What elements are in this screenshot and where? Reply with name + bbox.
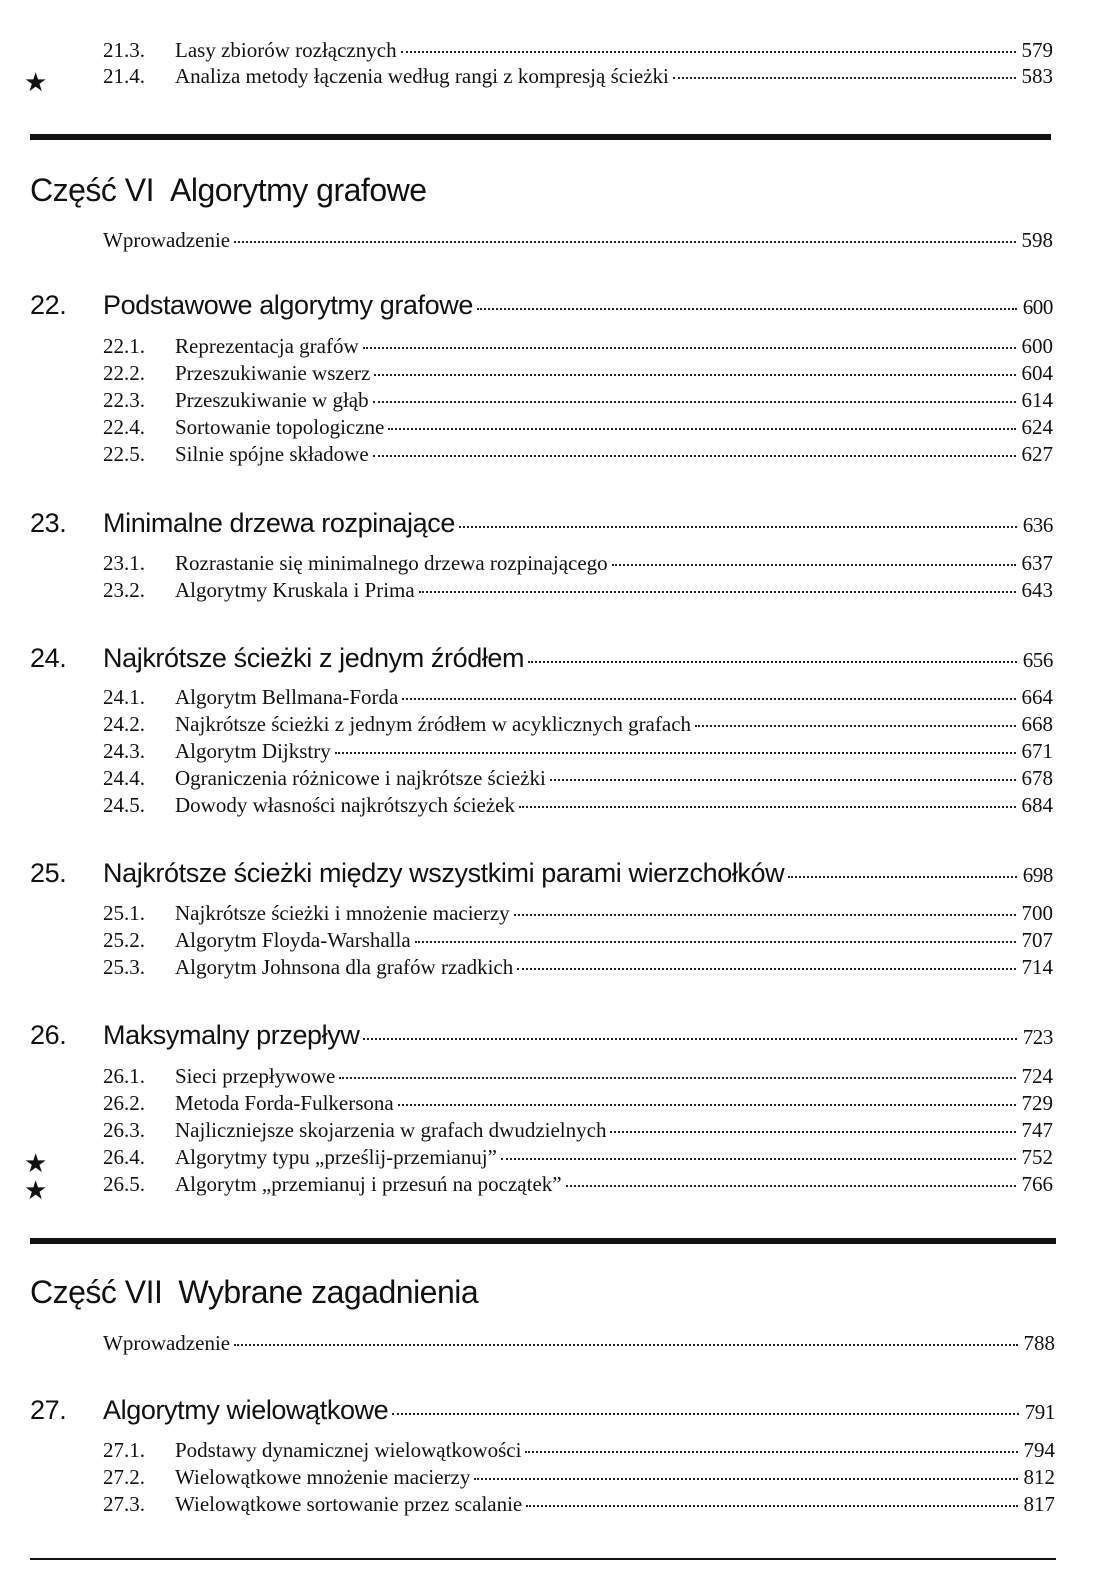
dot-leader (373, 401, 1016, 403)
toc-section-row (103, 1465, 1055, 1492)
page-number: 600 (1021, 334, 1053, 358)
dot-leader (419, 591, 1016, 593)
dot-leader (501, 1158, 1016, 1160)
part-label: Część VII (30, 1274, 163, 1310)
section-title: Dowody własności najkrótszych ścieżek (175, 793, 515, 817)
toc-section-row (103, 766, 1053, 793)
dot-leader (550, 779, 1016, 781)
page-number: 668 (1021, 712, 1053, 736)
page-number: 656 (1022, 648, 1053, 672)
section-number: 25.1. (103, 901, 145, 925)
section-number: 21.3. (103, 38, 145, 62)
part-label: Część VI (30, 172, 155, 208)
part-name: Algorytmy grafowe (170, 172, 427, 208)
section-number: 24.2. (103, 712, 145, 736)
section-number: 23.2. (103, 578, 145, 602)
page-number: 714 (1021, 955, 1053, 979)
toc-section-row (103, 551, 1053, 578)
part-divider (30, 1238, 1056, 1244)
dot-leader (415, 941, 1016, 943)
section-number: 27.2. (103, 1465, 145, 1489)
section-number: 27.1. (103, 1438, 145, 1462)
toc-section-row (103, 1438, 1055, 1465)
toc-chapter-row (30, 858, 1053, 892)
section-number: 24.4. (103, 766, 145, 790)
chapter-title: Algorytmy wielowątkowe (103, 1395, 389, 1425)
section-number: 24.5. (103, 793, 145, 817)
section-number: 25.3. (103, 955, 145, 979)
section-title: Algorytm Bellmana-Forda (175, 685, 399, 709)
section-title: Algorytm Dijkstry (175, 739, 331, 763)
bottom-divider (30, 1558, 1056, 1560)
toc-section-row (103, 388, 1053, 415)
dot-leader (474, 1478, 1017, 1480)
section-title: Sieci przepływowe (175, 1064, 336, 1088)
page-number: 729 (1021, 1091, 1053, 1115)
chapter-number: 22. (30, 290, 67, 320)
section-number: 24.3. (103, 739, 145, 763)
section-number: 23.1. (103, 551, 145, 575)
dot-leader (514, 914, 1016, 916)
section-title: Podstawy dynamicznej wielowątkowości (175, 1438, 522, 1462)
section-title: Przeszukiwanie w głąb (175, 388, 369, 412)
section-title: Metoda Forda-Fulkersona (175, 1091, 394, 1115)
chapter-title: Podstawowe algorytmy grafowe (103, 290, 473, 320)
section-number: 22.1. (103, 334, 145, 358)
section-number: 22.2. (103, 361, 145, 385)
part-title (30, 1274, 478, 1311)
chapter-number: 23. (30, 508, 67, 538)
dot-leader (363, 347, 1016, 349)
dot-leader (388, 428, 1015, 430)
section-title: Algorytm Johnsona dla grafów rzadkich (175, 955, 514, 979)
section-title: Najliczniejsze skojarzenia w grafach dwudzielnych (175, 1118, 607, 1142)
dot-leader (373, 455, 1016, 457)
section-title: Lasy zbiorów rozłącznych (175, 38, 397, 62)
section-title: Analiza metody łączenia według rangi z kompresją ścieżki (175, 64, 669, 88)
dot-leader (526, 1505, 1017, 1507)
page-number: 791 (1024, 1400, 1055, 1424)
page-number: 614 (1021, 388, 1053, 412)
page-number: 627 (1021, 442, 1053, 466)
page-number: 604 (1021, 361, 1053, 385)
section-title: Algorytm „przemianuj i przesuń na początek” (175, 1172, 562, 1196)
section-title: Wielowątkowe mnożenie macierzy (175, 1465, 471, 1489)
toc-section-row (103, 361, 1053, 388)
section-title: Wielowątkowe sortowanie przez scalanie (175, 1492, 523, 1516)
dot-leader (335, 752, 1016, 754)
toc-section-row (103, 712, 1053, 739)
toc-section-row (103, 739, 1053, 766)
page-number: 671 (1021, 739, 1053, 763)
toc-section-row (103, 1118, 1053, 1145)
section-number: 26.5. (103, 1172, 145, 1196)
dot-leader (610, 1131, 1015, 1133)
page-number: 700 (1021, 901, 1053, 925)
part-name: Wybrane zagadnienia (178, 1274, 479, 1310)
dot-leader (339, 1077, 1015, 1079)
toc-section-row (103, 578, 1053, 605)
toc-section-row (103, 1145, 1053, 1172)
section-number: 25.2. (103, 928, 145, 952)
dot-leader (528, 661, 1017, 663)
toc-section-row (103, 1091, 1053, 1118)
toc-section-row (103, 38, 1053, 65)
section-number: 26.1. (103, 1064, 145, 1088)
page-number: 684 (1021, 793, 1053, 817)
page-number: 766 (1021, 1172, 1053, 1196)
dot-leader (234, 241, 1015, 243)
toc-section-row (103, 685, 1053, 712)
toc-section-row (103, 1492, 1055, 1519)
dot-leader (673, 77, 1016, 79)
section-number: 26.3. (103, 1118, 145, 1142)
page-number: 678 (1021, 766, 1053, 790)
page-number: 583 (1021, 64, 1053, 88)
dot-leader (392, 1413, 1018, 1415)
toc-section-row (103, 1172, 1053, 1199)
dot-leader (398, 1104, 1016, 1106)
chapter-number: 26. (30, 1020, 67, 1050)
part-divider (30, 134, 1051, 140)
star-icon: ★ (24, 68, 48, 97)
section-title: Sortowanie topologiczne (175, 415, 385, 439)
page-number: 598 (1021, 228, 1053, 252)
toc-chapter-row (30, 1395, 1055, 1429)
section-number: 27.3. (103, 1492, 145, 1516)
toc-section-row (103, 955, 1053, 982)
toc-section-row (103, 64, 1053, 91)
dot-leader (402, 698, 1015, 700)
part-title (30, 172, 427, 209)
toc-section-row (103, 415, 1053, 442)
page-number: 747 (1021, 1118, 1053, 1142)
section-title: Algorytmy typu „prześlij-przemianuj” (175, 1145, 497, 1169)
toc-section-row (103, 793, 1053, 820)
page-number: 600 (1022, 295, 1053, 319)
toc-intro-row (103, 228, 1053, 255)
section-number: 26.4. (103, 1145, 145, 1169)
page-number: 624 (1021, 415, 1053, 439)
section-title: Reprezentacja grafów (175, 334, 359, 358)
section-title: Algorytmy Kruskala i Prima (175, 578, 415, 602)
chapter-title: Najkrótsze ścieżki między wszystkimi parami wierzchołków (103, 858, 785, 888)
toc-chapter-row (30, 290, 1053, 324)
chapter-title: Maksymalny przepływ (103, 1020, 360, 1050)
dot-leader (612, 564, 1016, 566)
page-number: 788 (1023, 1331, 1055, 1355)
star-icon: ★ (24, 1149, 48, 1178)
page-number: 698 (1022, 863, 1053, 887)
chapter-number: 27. (30, 1395, 67, 1425)
section-number: 24.1. (103, 685, 145, 709)
section-title: Przeszukiwanie wszerz (175, 361, 371, 385)
intro-title: Wprowadzenie (103, 1331, 231, 1355)
section-title: Silnie spójne składowe (175, 442, 369, 466)
section-title: Najkrótsze ścieżki i mnożenie macierzy (175, 901, 510, 925)
page-number: 817 (1023, 1492, 1055, 1516)
page-number: 636 (1022, 513, 1053, 537)
dot-leader (517, 968, 1015, 970)
page-number: 724 (1021, 1064, 1053, 1088)
chapter-title: Najkrótsze ścieżki z jednym źródłem (103, 643, 525, 673)
toc-chapter-row (30, 1020, 1053, 1054)
toc-section-row (103, 334, 1053, 361)
page-number: 664 (1021, 685, 1053, 709)
intro-title: Wprowadzenie (103, 228, 231, 252)
section-number: 22.5. (103, 442, 145, 466)
section-number: 22.4. (103, 415, 145, 439)
dot-leader (234, 1344, 1017, 1346)
dot-leader (525, 1451, 1017, 1453)
dot-leader (374, 374, 1015, 376)
section-title: Ograniczenia różnicowe i najkrótsze ścieżki (175, 766, 546, 790)
dot-leader (459, 526, 1017, 528)
page-number: 579 (1021, 38, 1053, 62)
dot-leader (401, 51, 1016, 53)
toc-intro-row (103, 1331, 1055, 1358)
section-number: 26.2. (103, 1091, 145, 1115)
star-icon: ★ (24, 1176, 48, 1205)
dot-leader (695, 725, 1015, 727)
toc-section-row (103, 901, 1053, 928)
toc-section-row (103, 928, 1053, 955)
chapter-number: 24. (30, 643, 67, 673)
chapter-title: Minimalne drzewa rozpinające (103, 508, 455, 538)
section-title: Rozrastanie się minimalnego drzewa rozpinającego (175, 551, 608, 575)
toc-section-row (103, 442, 1053, 469)
toc-section-row (103, 1064, 1053, 1091)
page-number: 752 (1021, 1145, 1053, 1169)
section-number: 22.3. (103, 388, 145, 412)
dot-leader (363, 1038, 1016, 1040)
page-number: 723 (1022, 1025, 1053, 1049)
section-title: Najkrótsze ścieżki z jednym źródłem w acyklicznych grafach (175, 712, 692, 736)
page-number: 637 (1021, 551, 1053, 575)
dot-leader (788, 876, 1016, 878)
dot-leader (519, 806, 1016, 808)
chapter-number: 25. (30, 858, 67, 888)
dot-leader (566, 1185, 1016, 1187)
page-number: 812 (1023, 1465, 1055, 1489)
page-number: 707 (1021, 928, 1053, 952)
page-number: 794 (1023, 1438, 1055, 1462)
toc-chapter-row (30, 643, 1053, 677)
section-title: Algorytm Floyda-Warshalla (175, 928, 411, 952)
toc-chapter-row (30, 508, 1053, 542)
page-number: 643 (1021, 578, 1053, 602)
dot-leader (477, 308, 1017, 310)
section-number: 21.4. (103, 64, 145, 88)
